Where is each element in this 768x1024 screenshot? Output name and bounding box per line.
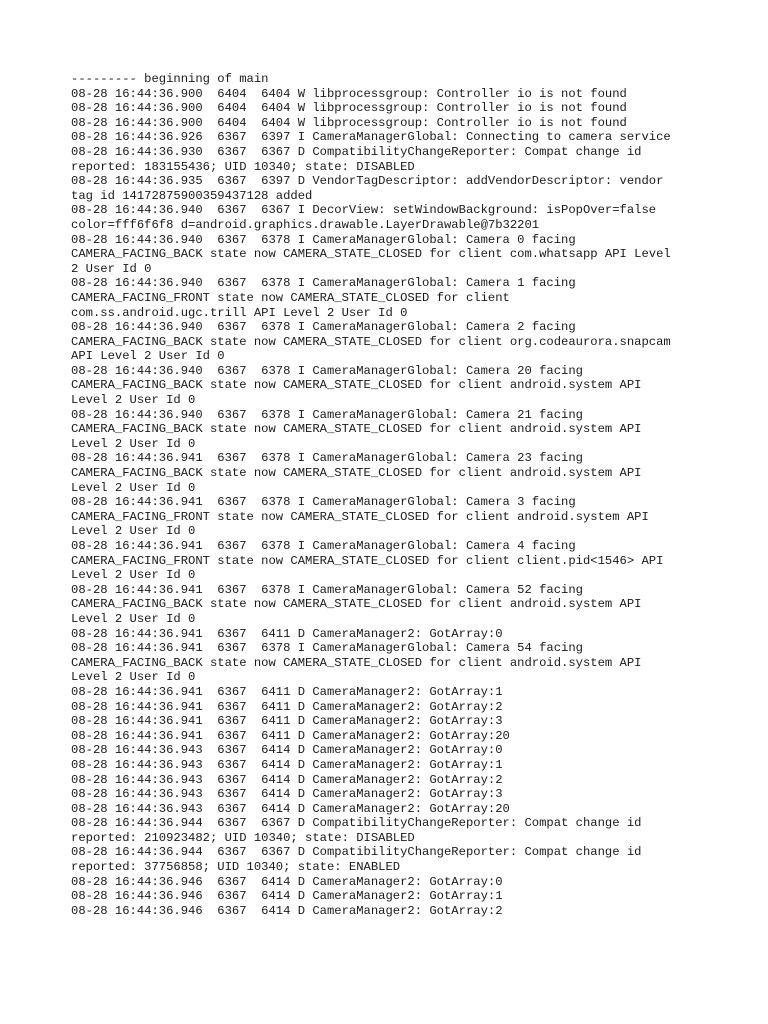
log-line: reported: 210923482; UID 10340; state: DISABLED [71, 830, 415, 845]
log-line: 08-28 16:44:36.943 6367 6414 D CameraManager2: GotArray:0 [71, 743, 503, 758]
log-line: 08-28 16:44:36.943 6367 6414 D CameraManager2: GotArray:20 [71, 801, 510, 816]
log-line: 08-28 16:44:36.941 6367 6378 I CameraManagerGlobal: Camera 54 facing [71, 641, 583, 656]
log-line: CAMERA_FACING_FRONT state now CAMERA_STATE_CLOSED for client client.pid<1546> API [71, 553, 664, 568]
log-line: 08-28 16:44:36.941 6367 6411 D CameraManager2: GotArray:2 [71, 699, 503, 714]
log-line: Level 2 User Id 0 [71, 480, 196, 495]
log-line: Level 2 User Id 0 [71, 524, 196, 539]
log-line: 08-28 16:44:36.941 6367 6378 I CameraManagerGlobal: Camera 4 facing [71, 539, 576, 553]
log-line: 08-28 16:44:36.900 6404 6404 W libprocessgroup: Controller io is not found [71, 115, 627, 130]
log-line: reported: 183155436; UID 10340; state: DISABLED [71, 159, 415, 174]
log-line: 08-28 16:44:36.941 6367 6411 D CameraManager2: GotArray:20 [71, 728, 510, 743]
log-line: 08-28 16:44:36.930 6367 6367 D CompatibilityChangeReporter: Compat change id [71, 144, 642, 159]
log-line: API Level 2 User Id 0 [71, 349, 225, 364]
log-line: 08-28 16:44:36.926 6367 6397 I CameraManagerGlobal: Connecting to camera service [71, 130, 671, 145]
log-line: 08-28 16:44:36.940 6367 6378 I CameraManagerGlobal: Camera 0 facing [71, 232, 576, 247]
log-line: 08-28 16:44:36.900 6404 6404 W libprocessgroup: Controller io is not found [71, 86, 627, 101]
log-line: Level 2 User Id 0 [71, 611, 196, 626]
log-line: CAMERA_FACING_BACK state now CAMERA_STATE_CLOSED for client android.system API [71, 597, 642, 612]
log-line: 08-28 16:44:36.900 6404 6404 W libprocessgroup: Controller io is not found [71, 101, 627, 116]
log-line: reported: 37756858; UID 10340; state: ENABLED [71, 860, 401, 875]
log-line: 08-28 16:44:36.946 6367 6414 D CameraManager2: GotArray:0 [71, 874, 503, 889]
log-line: CAMERA_FACING_BACK state now CAMERA_STATE_CLOSED for client org.codeaurora.snapcam [71, 334, 671, 349]
log-line: --------- beginning of main [71, 72, 269, 86]
log-line: Level 2 User Id 0 [71, 568, 196, 583]
log-line: 08-28 16:44:36.940 6367 6367 I DecorView: setWindowBackground: isPopOver=false [71, 203, 657, 218]
log-line: 08-28 16:44:36.940 6367 6378 I CameraManagerGlobal: Camera 1 facing [71, 276, 576, 291]
log-line: CAMERA_FACING_BACK state now CAMERA_STATE_CLOSED for client android.system API [71, 378, 642, 393]
log-line: CAMERA_FACING_BACK state now CAMERA_STATE_CLOSED for client android.system API [71, 466, 642, 481]
log-line: 08-28 16:44:36.941 6367 6378 I CameraManagerGlobal: Camera 52 facing [71, 582, 583, 597]
log-line: 08-28 16:44:36.941 6367 6411 D CameraManager2: GotArray:0 [71, 626, 503, 641]
log-line: 08-28 16:44:36.941 6367 6378 I CameraManagerGlobal: Camera 23 facing [71, 451, 583, 466]
log-line: 08-28 16:44:36.943 6367 6414 D CameraManager2: GotArray:3 [71, 787, 503, 802]
log-line: 08-28 16:44:36.940 6367 6378 I CameraManagerGlobal: Camera 2 facing [71, 320, 576, 335]
log-line: 08-28 16:44:36.946 6367 6414 D CameraManager2: GotArray:2 [71, 903, 503, 918]
log-line: 08-28 16:44:36.944 6367 6367 D CompatibilityChangeReporter: Compat change id [71, 816, 642, 831]
log-line: CAMERA_FACING_FRONT state now CAMERA_STATE_CLOSED for client android.system API [71, 509, 649, 524]
log-line: tag id 14172875900359437128 added [71, 188, 313, 203]
log-line: 08-28 16:44:36.941 6367 6378 I CameraManagerGlobal: Camera 3 facing [71, 495, 576, 510]
log-line: 2 User Id 0 [71, 261, 152, 276]
log-line: CAMERA_FACING_FRONT state now CAMERA_STATE_CLOSED for client [71, 290, 510, 305]
log-line: 08-28 16:44:36.944 6367 6367 D CompatibilityChangeReporter: Compat change id [71, 845, 642, 860]
log-line: Level 2 User Id 0 [71, 436, 196, 451]
log-line: 08-28 16:44:36.943 6367 6414 D CameraManager2: GotArray:1 [71, 757, 503, 772]
log-document [71, 72, 711, 918]
log-line: 08-28 16:44:36.940 6367 6378 I CameraManagerGlobal: Camera 20 facing [71, 363, 583, 378]
log-line: 08-28 16:44:36.940 6367 6378 I CameraManagerGlobal: Camera 21 facing [71, 407, 583, 422]
log-line: 08-28 16:44:36.941 6367 6411 D CameraManager2: GotArray:1 [71, 684, 503, 699]
log-line: 08-28 16:44:36.935 6367 6397 D VendorTagDescriptor: addVendorDescriptor: vendor [71, 174, 664, 189]
log-line: CAMERA_FACING_BACK state now CAMERA_STATE_CLOSED for client com.whatsapp API Level [71, 247, 671, 262]
log-line: com.ss.android.ugc.trill API Level 2 User Id 0 [71, 305, 408, 320]
log-line: color=fff6f6f8 d=android.graphics.drawable.LayerDrawable@7b32201 [71, 217, 540, 232]
log-line: Level 2 User Id 0 [71, 670, 196, 685]
log-line: CAMERA_FACING_BACK state now CAMERA_STATE_CLOSED for client android.system API [71, 655, 642, 670]
log-line: Level 2 User Id 0 [71, 393, 196, 408]
log-line: 08-28 16:44:36.946 6367 6414 D CameraManager2: GotArray:1 [71, 889, 503, 904]
log-line: 08-28 16:44:36.943 6367 6414 D CameraManager2: GotArray:2 [71, 772, 503, 787]
log-line: CAMERA_FACING_BACK state now CAMERA_STATE_CLOSED for client android.system API [71, 422, 642, 437]
log-line: 08-28 16:44:36.941 6367 6411 D CameraManager2: GotArray:3 [71, 714, 503, 729]
